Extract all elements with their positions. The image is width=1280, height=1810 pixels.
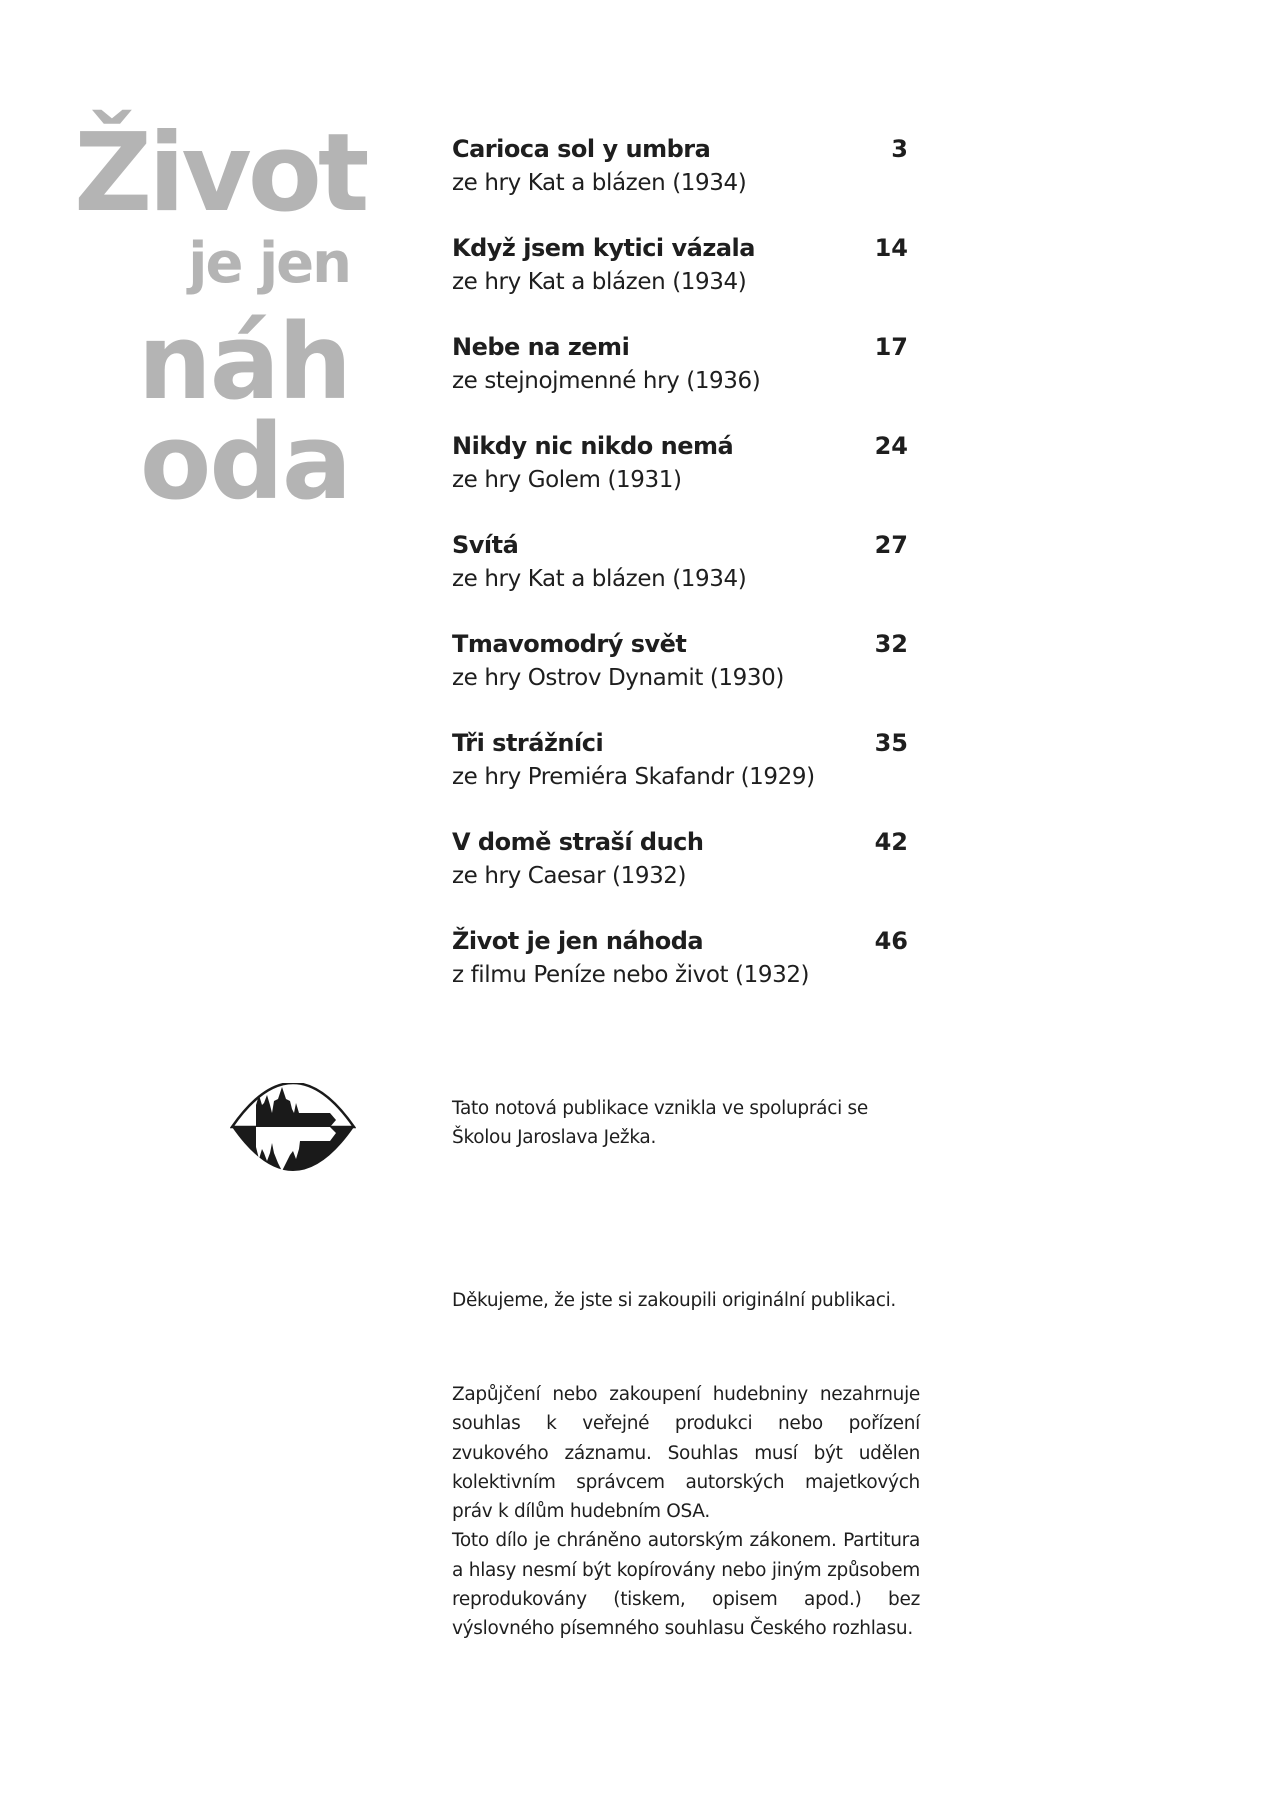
toc-page-number: 35 [874, 729, 908, 757]
cover-title [74, 111, 366, 523]
legal-notice [452, 1380, 920, 1644]
toc-source: z filmu Peníze nebo život (1932) [452, 962, 810, 988]
toc-source: ze hry Kat a blázen (1934) [452, 269, 747, 295]
legal-paragraph-2: Toto dílo je chráněno autorským zákonem. Partitura a hlasy nesmí být kopírovány nebo jiným způsobem reprodukovány (tiskem, opisem apod.) bez výslovného písemného souhlasu Českého rozhlasu. [452, 1530, 920, 1640]
cover-title-line-1: Život [74, 111, 366, 236]
cover-title-line-2: je jen [188, 231, 350, 296]
toc-page-number: 14 [874, 234, 908, 262]
toc-page-number: 42 [874, 828, 908, 856]
cover-title-line-3: náh [137, 301, 350, 423]
thanks-note: Děkujeme, že jste si zakoupili originální publikaci. [452, 1290, 897, 1311]
toc-source: ze hry Kat a blázen (1934) [452, 170, 747, 196]
toc-title: Nikdy nic nikdo nemá [452, 432, 734, 460]
toc-page-number: 46 [874, 927, 908, 955]
toc-source: ze hry Kat a blázen (1934) [452, 566, 747, 592]
toc-title: Carioca sol y umbra [452, 135, 711, 163]
toc-source: ze stejnojmenné hry (1936) [452, 368, 761, 394]
toc-source: ze hry Ostrov Dynamit (1930) [452, 665, 784, 691]
toc-entry[interactable] [452, 132, 908, 231]
toc-title: Život je jen náhoda [452, 927, 704, 955]
toc-source: ze hry Caesar (1932) [452, 863, 687, 889]
toc-page-number: 32 [874, 630, 908, 658]
toc-entry[interactable] [452, 924, 908, 1023]
toc-entry[interactable] [452, 231, 908, 330]
toc-title: V domě straší duch [452, 828, 704, 856]
toc-title: Svítá [452, 531, 519, 559]
school-logo-icon [230, 1083, 356, 1171]
table-of-contents [452, 132, 908, 1023]
toc-page-number: 27 [874, 531, 908, 559]
toc-entry[interactable] [452, 429, 908, 528]
toc-title: Tmavomodrý svět [452, 630, 687, 658]
toc-page-number: 24 [874, 432, 908, 460]
cooperation-note: Tato notová publikace vznikla ve spolupráci se Školou Jaroslava Ježka. [452, 1098, 868, 1148]
toc-entry[interactable] [452, 528, 908, 627]
toc-entry[interactable] [452, 330, 908, 429]
toc-title: Tři strážníci [452, 729, 604, 757]
toc-entry[interactable] [452, 726, 908, 825]
legal-paragraph-1: Zapůjčení nebo zakoupení hudebniny nezahrnuje souhlas k veřejné produkci nebo pořízení zvukového záznamu. Souhlas musí být udělen kolektivním správcem autorských majetkových práv k dílům hudebním OSA. [452, 1384, 920, 1523]
toc-source: ze hry Premiéra Skafandr (1929) [452, 764, 815, 790]
toc-entry[interactable] [452, 627, 908, 726]
toc-page-number: 3 [891, 135, 908, 163]
toc-entry[interactable] [452, 825, 908, 924]
toc-title: Nebe na zemi [452, 333, 630, 361]
cover-title-line-4: oda [139, 401, 350, 523]
toc-source: ze hry Golem (1931) [452, 467, 682, 493]
toc-page-number: 17 [874, 333, 908, 361]
toc-title: Když jsem kytici vázala [452, 234, 755, 262]
